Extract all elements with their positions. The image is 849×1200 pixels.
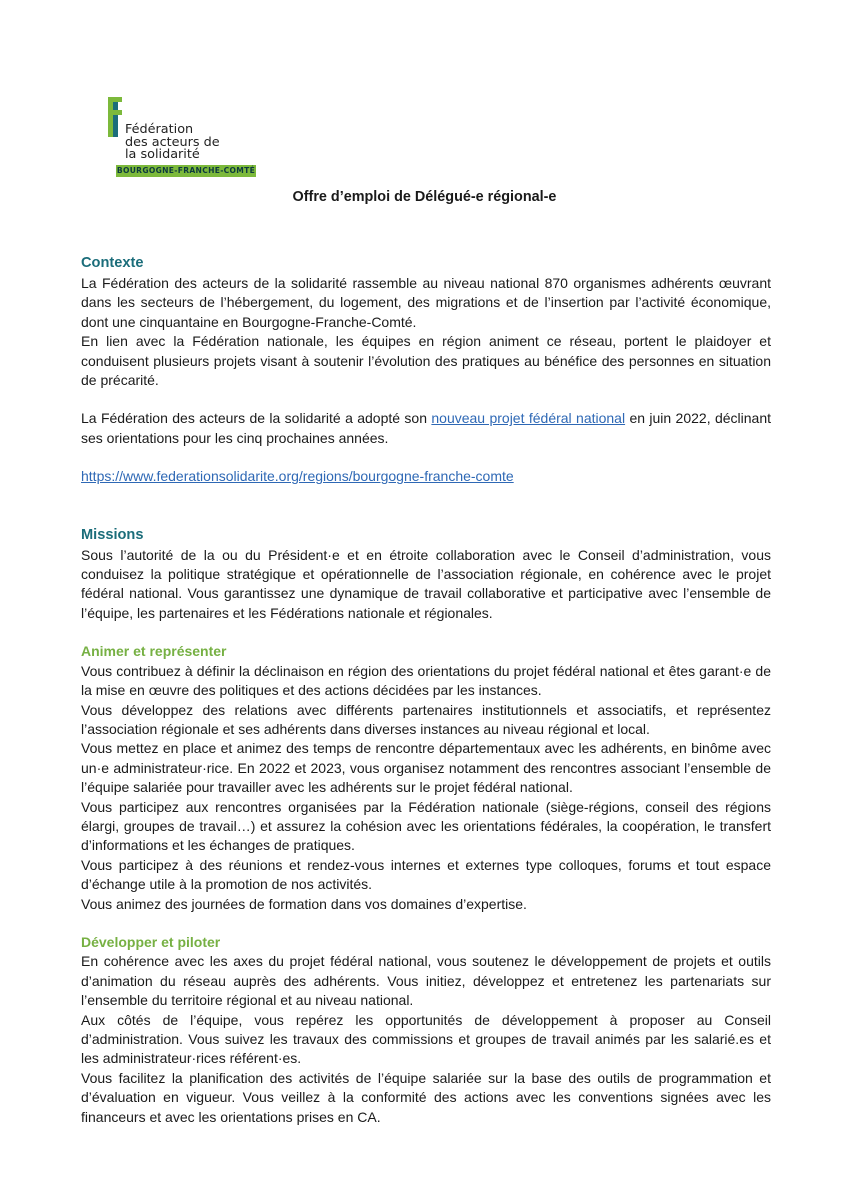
heading-contexte: Contexte xyxy=(81,255,144,271)
federation-logo-icon xyxy=(108,97,122,137)
document-body xyxy=(81,253,771,1127)
contexte-p3-after: en juin 2022, déclinant ses orientations pour les cinq prochaines années. xyxy=(81,410,771,446)
logo-region-band: BOURGOGNE-FRANCHE-COMTÉ xyxy=(116,166,256,175)
animer-paragraph-4: Vous participez aux rencontres organisées par la Fédération nationale (siège-régions, conseil des régions élargi, groupes de travail…) et assurez la cohésion avec les orientations fédérales, la coopération, le transfert d’informations et les échanges de pratiques. xyxy=(81,798,771,854)
contexte-paragraph-3 xyxy=(81,409,771,448)
animer-paragraph-6: Vous animez des journées de formation dans vos domaines d’expertise. xyxy=(81,895,527,912)
heading-animer-representer: Animer et représenter xyxy=(81,643,227,660)
animer-paragraph-3: Vous mettez en place et animez des temps de rencontre départementaux avec les adhérents, en binôme avec un·e administrateur·rice. En 2022 et 2023, vous organisez notamment des rencontres associant l’ensemble de l’équipe salariée pour travailler avec les adhérents sur le projet fédéral national. xyxy=(81,740,771,796)
logo-line-2: des acteurs de xyxy=(125,134,220,150)
logo-line-3: la solidarité xyxy=(125,147,200,162)
heading-developper-piloter: Développer et piloter xyxy=(81,933,221,950)
contexte-paragraph-1: La Fédération des acteurs de la solidarité rassemble au niveau national 870 organismes adhérents œuvrant dans les secteurs de l’hébergement, du logement, des migrations et de l’insertion par l’activité économique, dont une cinquantaine en Bourgogne-Franche-Comté. xyxy=(81,275,771,330)
projet-federal-link[interactable]: nouveau projet fédéral national xyxy=(431,410,626,427)
missions-paragraph-1: Sous l’autorité de la ou du Président·e et en étroite collaboration avec le Conseil d’administration, vous conduisez la politique stratégique et opérationnelle de l’association régionale, en cohérence avec le projet fédéral national. Vous garantissez une dynamique de travail collaborative et participative avec l’ensemble de l’équipe, les partenaires et les Fédérations nationale et régionales. xyxy=(81,546,771,621)
federation-logo xyxy=(108,95,256,179)
page-title: Offre d’emploi de Délégué-e régional-e xyxy=(292,189,557,205)
developper-paragraph-1: En cohérence avec les axes du projet fédéral national, vous soutenez le développement de projets et outils d’animation du réseau auprès des adhérents. Vous initiez, développez et entretenez les partenariats sur l’ensemble du territoire régional et au niveau national. xyxy=(81,953,771,1009)
heading-missions: Missions xyxy=(81,526,144,543)
region-website-link[interactable]: https://www.federationsolidarite.org/regions/bourgogne-franche-comte xyxy=(81,468,514,485)
animer-paragraph-5: Vous participez à des réunions et rendez-vous internes et externes type colloques, forums et tout espace d’échange utile à la promotion de nos activités. xyxy=(81,856,771,893)
developper-paragraph-3: Vous facilitez la planification des activités de l’équipe salariée sur la base des outils de programmation et d’évaluation en vigueur. Vous veillez à la conformité des actions avec les conventions signées avec les financeurs et avec les orientations prises en CA. xyxy=(81,1069,771,1125)
contexte-paragraph-2: En lien avec la Fédération nationale, les équipes en région animent ce réseau, portent le plaidoyer et conduisent plusieurs projets visant à soutenir l’évolution des pratiques au bénéfice des personnes en situation de précarité. xyxy=(81,333,771,389)
logo-line-1: Fédération xyxy=(125,122,194,137)
url-paragraph xyxy=(81,467,771,486)
contexte-p3-before: La Fédération des acteurs de la solidarité a adopté son xyxy=(81,410,432,427)
animer-paragraph-1: Vous contribuez à définir la déclinaison en région des orientations du projet fédéral national et êtes garant·e de la mise en œuvre des politiques et des actions décidées par les instances. xyxy=(81,662,771,699)
logo-wordmark xyxy=(125,124,220,162)
animer-paragraph-2: Vous développez des relations avec différents partenaires institutionnels et associatifs, et représentez l’association régionale et ses adhérents dans diverses instances au niveau régional et local. xyxy=(81,701,771,737)
developper-paragraph-2: Aux côtés de l’équipe, vous repérez les opportunités de développement à proposer au Conseil d’administration. Vous suivez les travaux des commissions et groupes de travail animés par les salarié.es et les administrateur·rices référent·es. xyxy=(81,1011,771,1067)
